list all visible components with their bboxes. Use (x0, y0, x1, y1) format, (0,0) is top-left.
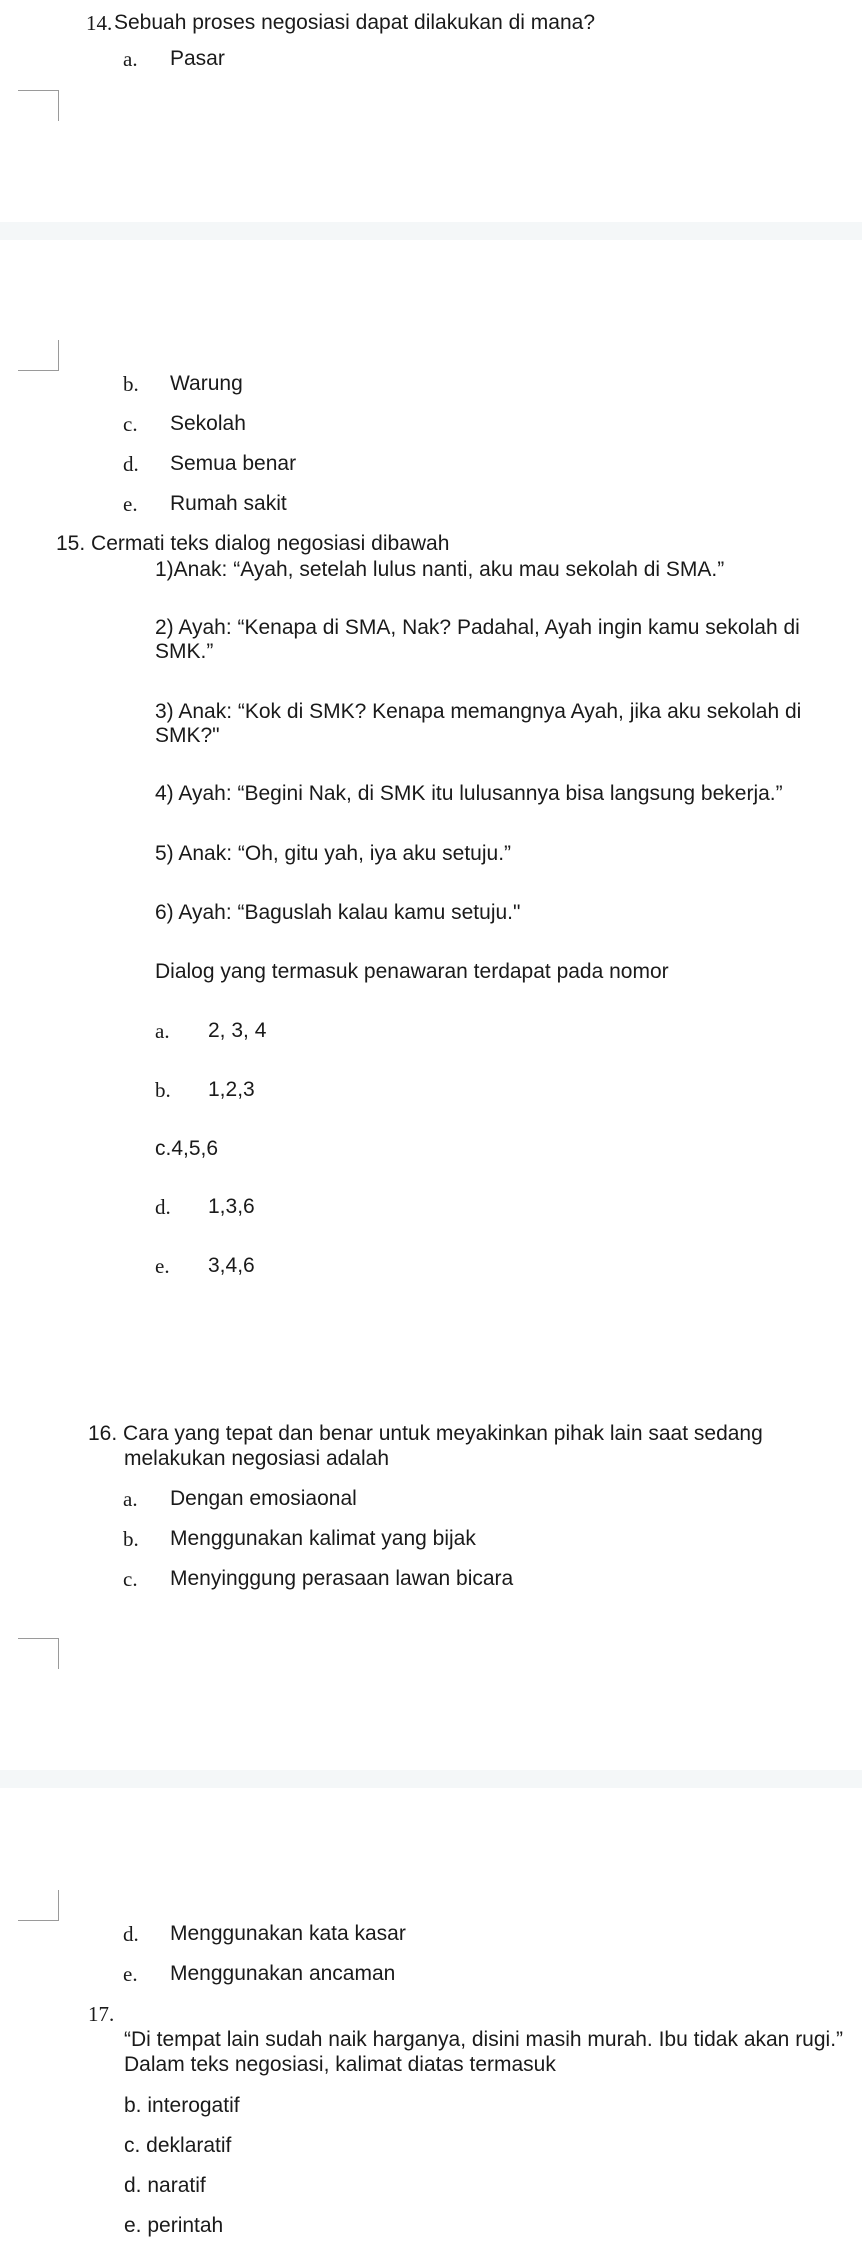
page-break-band (0, 1770, 862, 1788)
option-mark: c. (123, 412, 138, 436)
dialog-line: 5) Anak: “Oh, gitu yah, iya aku setuju.” (155, 842, 512, 865)
option-text: Pasar (170, 47, 225, 70)
option-mark: a. (123, 47, 138, 71)
option-text: Sekolah (170, 412, 246, 435)
option-text: 2, 3, 4 (208, 1019, 267, 1042)
option-mark: e. (123, 1962, 138, 1986)
option-mark: d. (123, 1922, 139, 1946)
dialog-line: 6) Ayah: “Baguslah kalau kamu setuju." (155, 901, 521, 924)
dialog-line: 2) Ayah: “Kenapa di SMA, Nak? Padahal, Ayah ingin kamu sekolah di (155, 616, 800, 639)
option-mark: e. (123, 492, 138, 516)
dialog-line: 4) Ayah: “Begini Nak, di SMK itu lulusannya bisa langsung bekerja.” (155, 782, 783, 805)
option-text: Dengan emosiaonal (170, 1487, 357, 1510)
option-text: Warung (170, 372, 243, 395)
page-corner-mark (18, 1890, 59, 1921)
option-text: 1,2,3 (208, 1078, 255, 1101)
option-text: c. deklaratif (124, 2134, 232, 2157)
option-mark: d. (123, 452, 139, 476)
option-text: c.4,5,6 (155, 1137, 219, 1160)
option-text: Menggunakan kalimat yang bijak (170, 1527, 476, 1550)
question-text: Sebuah proses negosiasi dapat dilakukan di mana? (114, 11, 596, 34)
question-number: 17. (88, 2002, 115, 2026)
question-text: 16. Cara yang tepat dan benar untuk meyakinkan pihak lain saat sedang (88, 1422, 763, 1445)
page-corner-mark (18, 340, 59, 371)
page-corner-mark (18, 1638, 59, 1669)
dialog-line: SMK?" (155, 724, 220, 747)
option-mark: b. (123, 372, 139, 396)
option-text: d. naratif (124, 2174, 206, 2197)
question-prompt: Dialog yang termasuk penawaran terdapat pada nomor (155, 960, 669, 983)
page-corner-mark (18, 90, 59, 121)
option-mark: e. (155, 1254, 170, 1278)
option-mark: b. (123, 1527, 139, 1551)
option-mark: a. (155, 1019, 170, 1043)
option-mark: b. (155, 1078, 171, 1102)
dialog-line: SMK.” (155, 640, 214, 663)
option-text: 1,3,6 (208, 1195, 255, 1218)
question-text: melakukan negosiasi adalah (124, 1447, 390, 1470)
option-text: Semua benar (170, 452, 297, 475)
option-mark: d. (155, 1195, 171, 1219)
option-text: Menyinggung perasaan lawan bicara (170, 1567, 514, 1590)
page-break-band (0, 222, 862, 240)
dialog-line: 3) Anak: “Kok di SMK? Kenapa memangnya Ayah, jika aku sekolah di (155, 700, 802, 723)
option-mark: a. (123, 1487, 138, 1511)
option-text: Menggunakan ancaman (170, 1962, 396, 1985)
dialog-line: 1)Anak: “Ayah, setelah lulus nanti, aku mau sekolah di SMA.” (155, 558, 725, 581)
question-prompt: Dalam teks negosiasi, kalimat diatas termasuk (124, 2053, 556, 2076)
option-text: b. interogatif (124, 2094, 240, 2117)
option-text: e. perintah (124, 2214, 224, 2237)
option-mark: c. (123, 1567, 138, 1591)
option-text: Menggunakan kata kasar (170, 1922, 406, 1945)
question-quote: “Di tempat lain sudah naik harganya, disini masih murah. Ibu tidak akan rugi.” (124, 2028, 844, 2051)
question-number: 14. (86, 11, 113, 35)
option-text: Rumah sakit (170, 492, 287, 515)
question-text: 15. Cermati teks dialog negosiasi dibawah (56, 532, 450, 555)
option-text: 3,4,6 (208, 1254, 255, 1277)
